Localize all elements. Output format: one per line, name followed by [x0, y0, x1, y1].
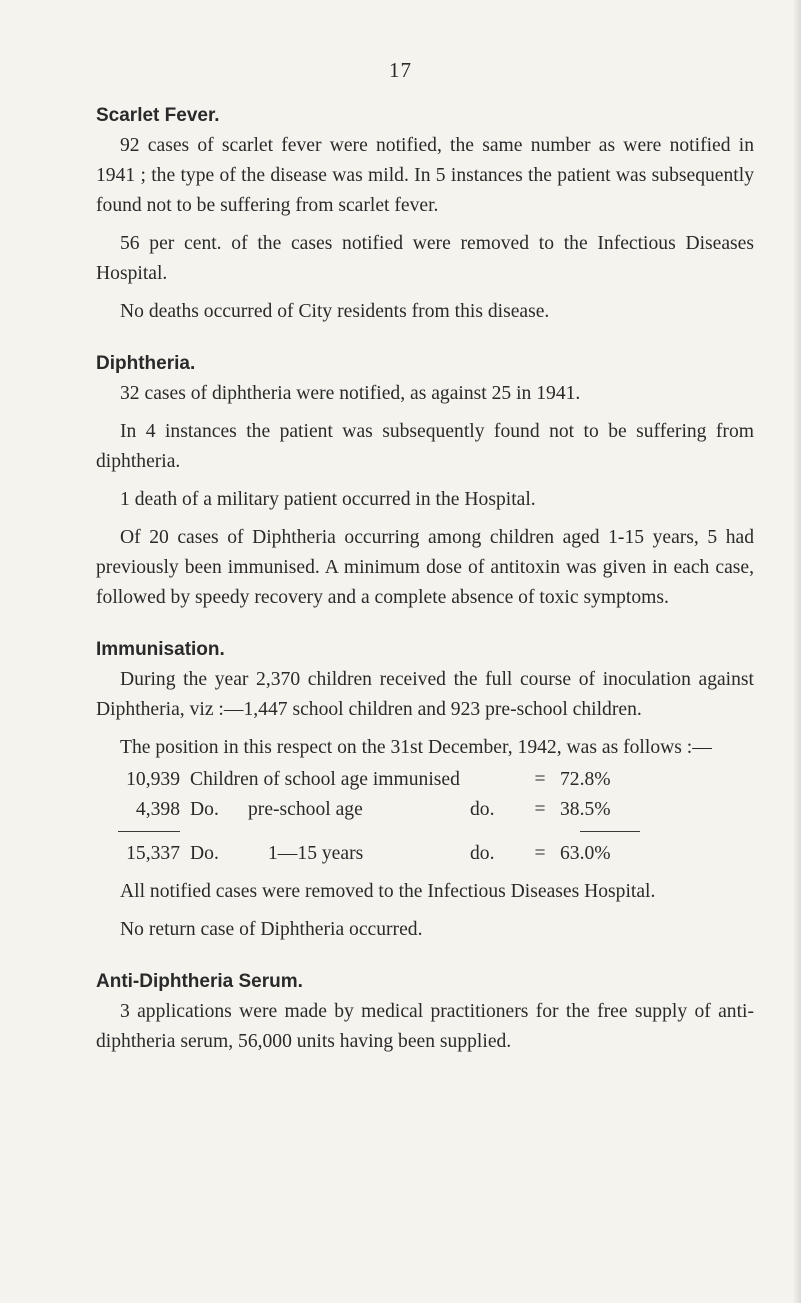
paragraph: 1 death of a military patient occurred in the Hospital. — [120, 489, 536, 510]
page-edge-shadow — [793, 0, 801, 1303]
section-heading-scarlet-fever: Scarlet Fever. — [96, 105, 220, 126]
paragraph: The position in this respect on the 31st December, 1942, was as follows :— — [120, 737, 712, 758]
table-cell-equals: = — [534, 799, 546, 820]
table-cell-percent: 38.5% — [560, 799, 611, 820]
paragraph: No deaths occurred of City residents from this disease. — [120, 301, 550, 322]
table-cell-count: 15,337 — [126, 843, 180, 864]
section-heading-immunisation: Immunisation. — [96, 639, 225, 660]
paragraph: 56 per cent. of the cases notified were removed to the Infectious Diseases Hospital. — [96, 233, 754, 284]
table-cell-ditto: Do. — [190, 799, 219, 820]
section-scarlet-fever — [96, 101, 754, 327]
paragraph: All notified cases were removed to the Infectious Diseases Hospital. — [120, 881, 656, 902]
table-cell-description: Children of school age immunised — [190, 769, 460, 790]
table-cell-percent: 63.0% — [560, 843, 611, 864]
table-row — [96, 765, 754, 795]
section-diphtheria — [96, 349, 754, 613]
table-cell-ditto: do. — [470, 843, 495, 864]
table-cell-equals: = — [534, 769, 546, 790]
page-number: 17 — [389, 58, 412, 82]
table-cell-count: 4,398 — [135, 799, 180, 820]
table-rule-row — [96, 825, 754, 839]
table-rule-left — [118, 831, 180, 832]
table-cell-ditto: do. — [470, 799, 495, 820]
paragraph: Of 20 cases of Diphtheria occurring among children aged 1-15 years, 5 had previously been immunised. A minimum dose of antitoxin was given in each case, followed by speedy recovery and a complete absence of toxic symptoms. — [96, 527, 754, 608]
paragraph: 92 cases of scarlet fever were notified, the same number as were notified in 1941 ; the type of the disease was mild. In 5 instances the patient was subsequently found not to be suffering from scarlet fever. — [96, 135, 754, 216]
paragraph: 3 applications were made by medical practitioners for the free supply of anti-diphtheria serum, 56,000 units having been supplied. — [96, 1001, 754, 1052]
table-cell-percent: 72.8% — [560, 769, 611, 790]
table-cell-count: 10,939 — [126, 769, 180, 790]
paragraph: No return case of Diphtheria occurred. — [120, 919, 423, 940]
immunisation-table — [96, 765, 754, 869]
table-cell-equals: = — [534, 843, 546, 864]
paragraph: 32 cases of diphtheria were notified, as against 25 in 1941. — [120, 383, 581, 404]
table-rule-right — [580, 831, 640, 832]
section-anti-diphtheria-serum — [96, 967, 754, 1057]
table-cell-description: 1—15 years — [268, 843, 364, 864]
section-heading-anti-diphtheria-serum: Anti-Diphtheria Serum. — [96, 971, 303, 992]
table-cell-description: pre-school age — [248, 799, 363, 820]
section-heading-diphtheria: Diphtheria. — [96, 353, 196, 374]
table-row — [96, 839, 754, 869]
paragraph: In 4 instances the patient was subsequently found not to be suffering from diphtheria. — [96, 421, 754, 472]
table-cell-ditto: Do. — [190, 843, 219, 864]
page-content — [96, 101, 754, 1079]
paragraph: During the year 2,370 children received the full course of inoculation against Diphtheria, viz :—1,447 school children and 923 pre-school children. — [96, 669, 754, 720]
section-immunisation — [96, 635, 754, 945]
table-row — [96, 795, 754, 825]
